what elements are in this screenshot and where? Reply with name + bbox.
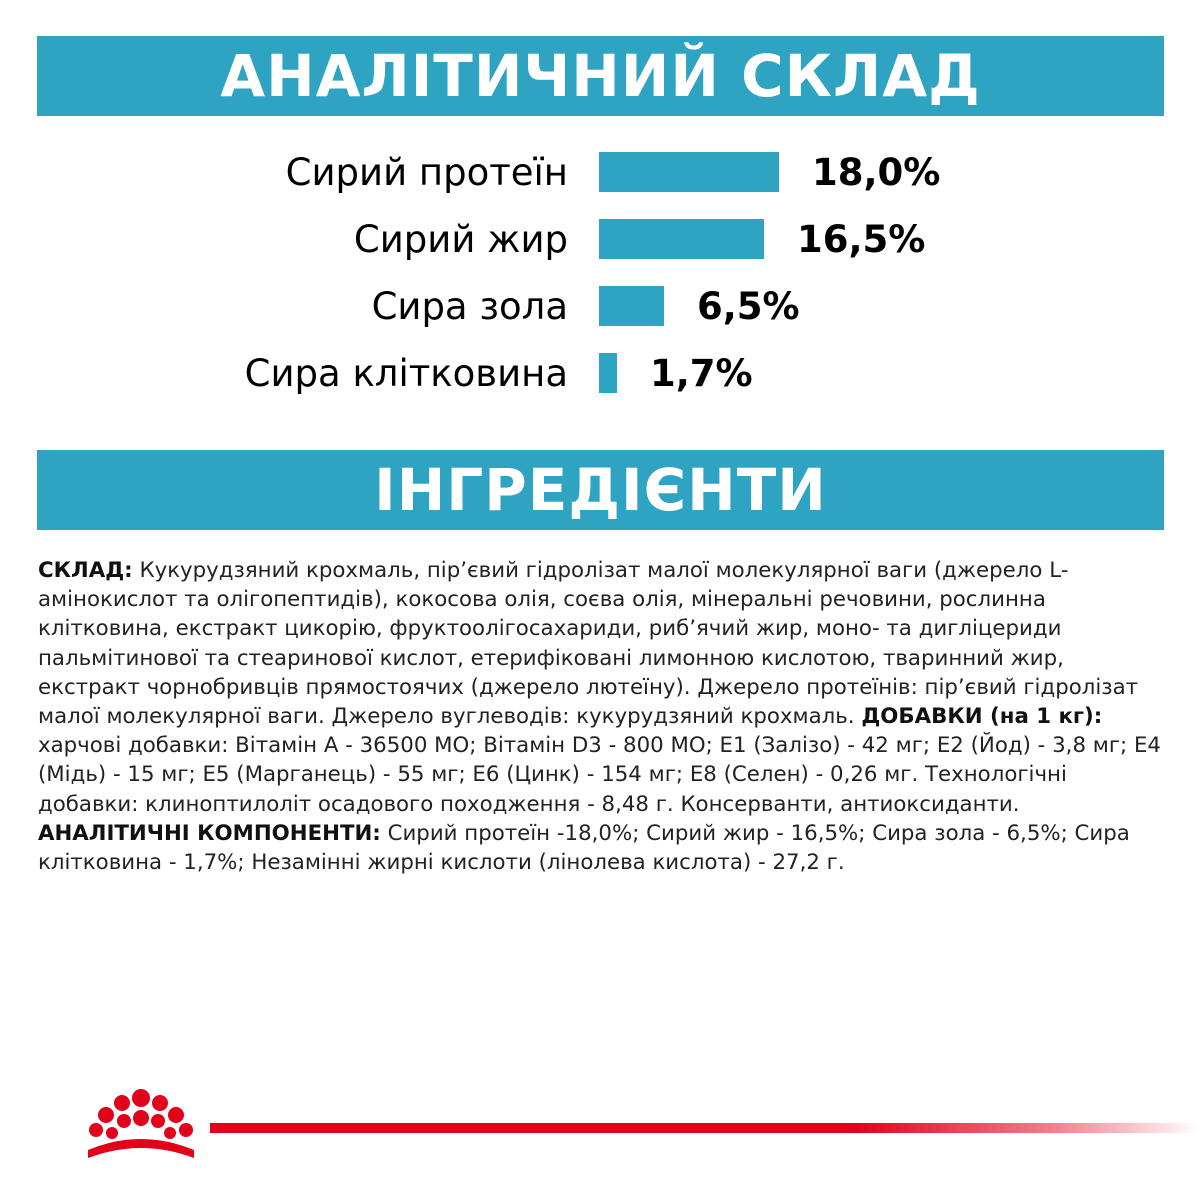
category-label: Сира зола [371, 285, 568, 328]
analytical-components-label: АНАЛІТИЧНІ КОМПОНЕНТИ: [38, 820, 381, 846]
composition-label: СКЛАД: [38, 558, 133, 583]
additives-text: харчові добавки: Вітамін А - 36500 МО; Вітамін D3 - 800 МО; Е1 (Залізо) - 42 мг; Е2 (Йод) - 3,8 мг; Е4 (Мідь) - 15 мг; Е5 (Марганець) - 55 мг; Е6 (Цинк) - 154 мг; Е8 (Селен) - 0,26 мг. Технологічні добавки: клиноптилоліт осадового походження - 8,48 г. Консерванти, антиоксиданти. [38, 733, 1161, 817]
bar [599, 353, 617, 393]
bar [599, 152, 779, 192]
additives-label: ДОБАВКИ (на 1 кг): [861, 704, 1103, 730]
value-label: 16,5% [797, 218, 926, 261]
analytical-components-text: Сирий протеїн -18,0%; Сирий жир - 16,5%; Сира зола - 6,5%; Сира клітковина - 1,7%; Незамінні жирні кислоти (лінолева кислота) - 27,2 г. [38, 820, 1130, 876]
analytical-composition-title: АНАЛІТИЧНИЙ СКЛАД [37, 36, 1164, 116]
category-label: Сирий протеїн [285, 151, 568, 194]
crown-icon [78, 1088, 208, 1168]
brand-stripe [210, 1123, 1200, 1133]
value-label: 18,0% [812, 151, 941, 194]
value-label: 6,5% [697, 285, 800, 328]
ingredients-title: ІНГРЕДІЄНТИ [37, 450, 1164, 530]
ingredients-text [38, 556, 1168, 877]
category-label: Сира клітковина [244, 352, 568, 395]
composition-text: Кукурудзяний крохмаль, пір’євий гідролізат малої молекулярної ваги (джерело L-амінокислот та олігопептидів), кокосова олія, соєва олія, мінеральні речовини, рослинна клітковина, екстракт цикорію, фруктоолігосахариди, риб’ячий жир, моно- та дигліцериди пальмітинової та стеаринової кислот, етерифіковані лимонною кислотою, тваринний жир, екстракт чорнобривців прямостоячих (джерело лютеїну). Джерело протеїнів: пір’євий гідролізат малої молекулярної ваги. Джерело вуглеводів: кукурудзяний крохмаль. [38, 558, 1139, 730]
nutrient-bar-chart [0, 130, 1200, 420]
bar [599, 286, 664, 326]
category-label: Сирий жир [353, 218, 568, 261]
value-label: 1,7% [650, 352, 753, 395]
bar [599, 219, 764, 259]
